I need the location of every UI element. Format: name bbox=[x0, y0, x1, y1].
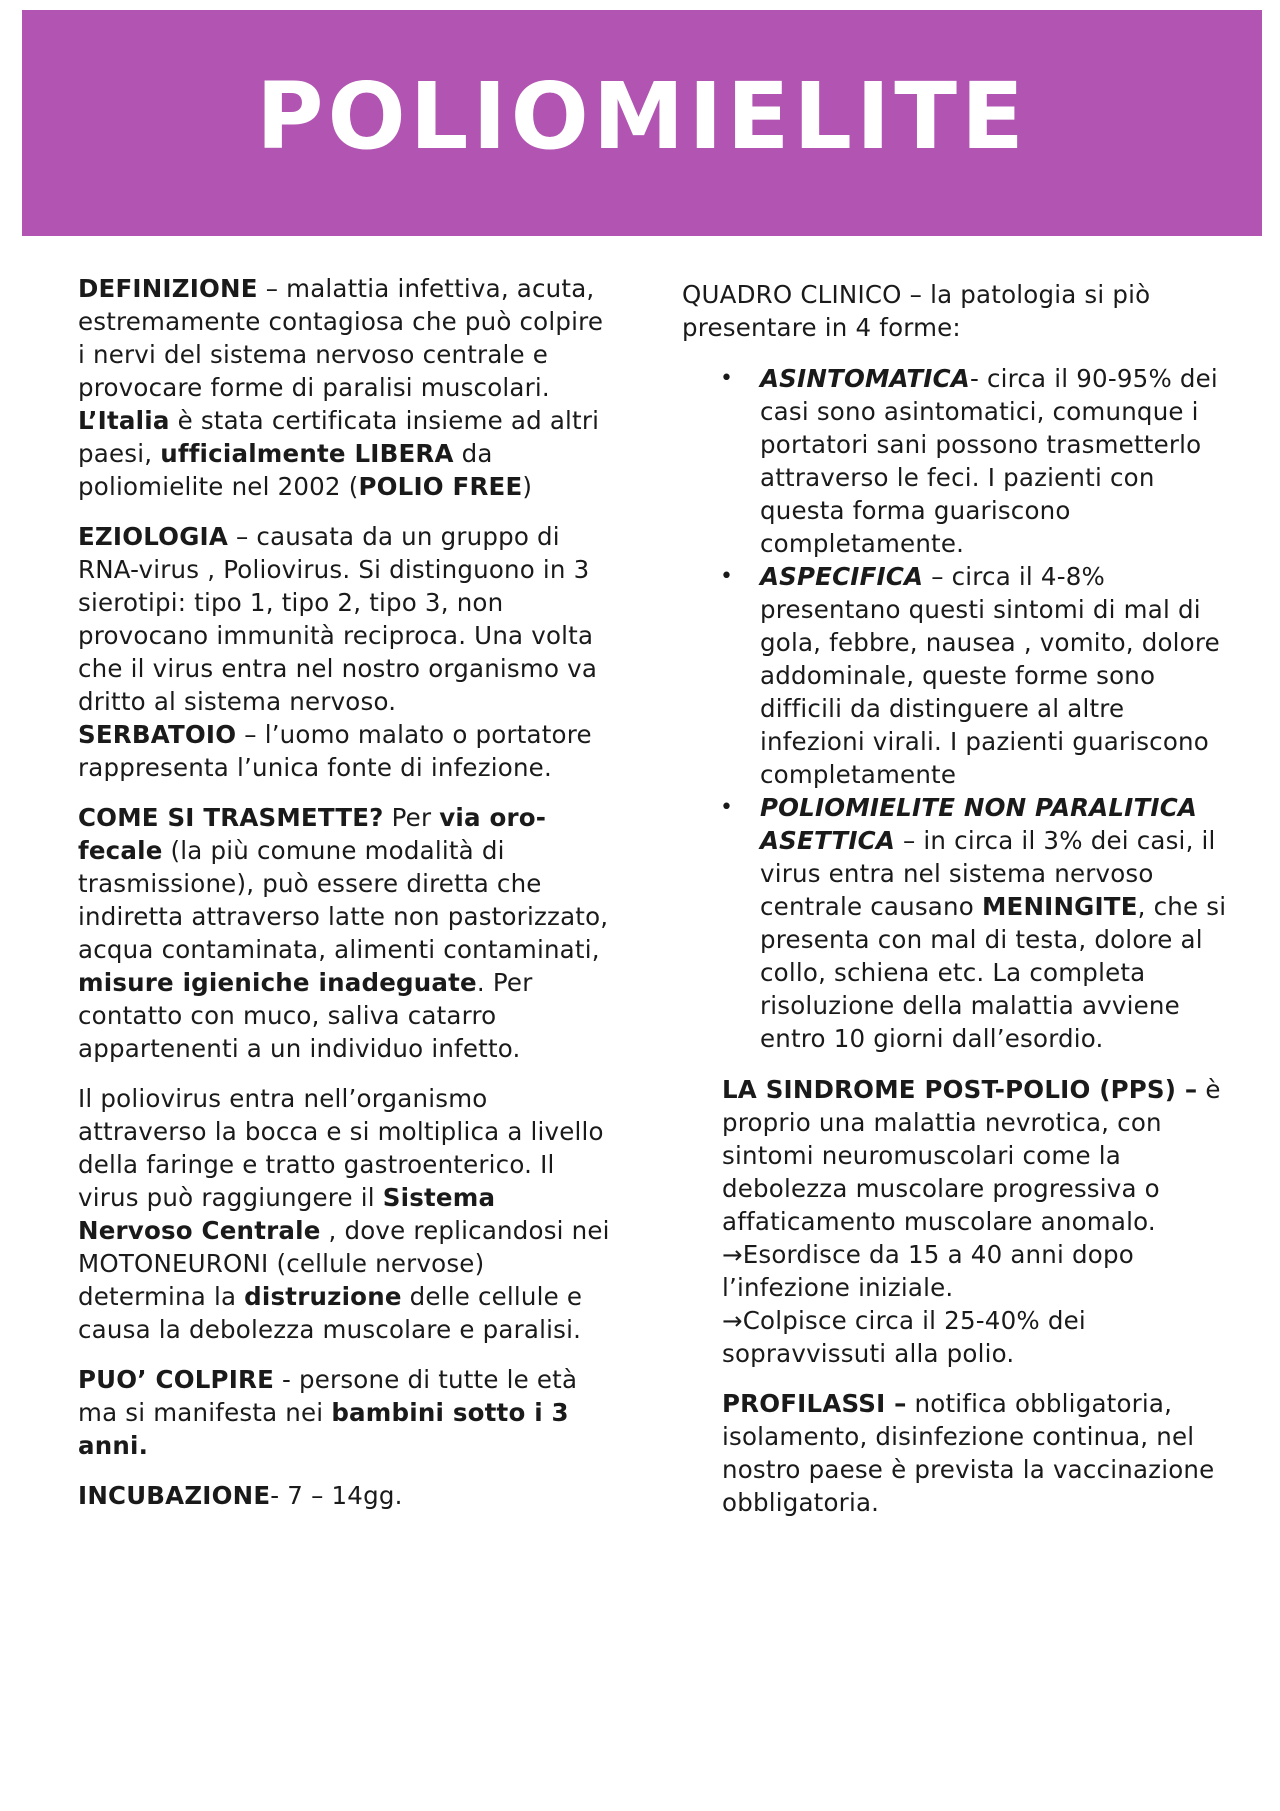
patogenesi-text-3: delle cellule e causa la debolezza muscolare e paralisi. bbox=[78, 1282, 583, 1344]
profilassi-text: notifica obbligatoria, isolamento, disinfezione continua, nel nostro paese è prevista la vaccinazione obbligatoria. bbox=[722, 1389, 1215, 1517]
patogenesi-text: Il poliovirus entra nell’organismo attraverso la bocca e si moltiplica a livello della faringe e tratto gastroenterico. Il virus può raggiungere il bbox=[78, 1084, 604, 1212]
list-item bbox=[720, 362, 1230, 560]
colpire-text: - persone di tutte le età ma si manifesta nei bbox=[78, 1365, 578, 1427]
aspecifica-label: ASPECIFICA bbox=[760, 562, 924, 591]
eziologia-paragraph bbox=[78, 520, 618, 718]
trasmissione-text-3: . Per contatto con muco, saliva catarro appartenenti a un individuo infetto. bbox=[78, 968, 533, 1063]
definizione-paragraph bbox=[78, 272, 618, 503]
pps-label: LA SINDROME POST-POLIO (PPS) – bbox=[722, 1075, 1198, 1104]
polio-free-bold: POLIO FREE bbox=[358, 472, 523, 501]
distruzione-bold: distruzione bbox=[244, 1282, 402, 1311]
pps-esordio: →Esordisce da 15 a 40 anni dopo l’infezione iniziale. bbox=[722, 1240, 1134, 1302]
patogenesi-paragraph bbox=[78, 1082, 618, 1346]
bambini-bold: bambini sotto i 3 anni. bbox=[78, 1398, 569, 1460]
trasmissione-label: COME SI TRASMETTE? bbox=[78, 803, 384, 832]
quadro-clinico-paragraph: QUADRO CLINICO – la patologia si piò presentare in 4 forme: bbox=[682, 280, 1151, 342]
incubazione-text: - 7 – 14gg. bbox=[270, 1481, 403, 1510]
eziologia-text: – causata da un gruppo di RNA-virus , Poliovirus. Si distinguono in 3 sierotipi: tipo 1, tipo 2, tipo 3, non provocano immunità reciproca. Una volta che il virus entra nel nostro organismo va dritto al sistema nervoso. bbox=[78, 522, 598, 716]
trasmissione-text: Per bbox=[383, 803, 440, 832]
definizione-text-2: è stata certificata insieme ad altri paesi, bbox=[78, 406, 600, 468]
forms-list bbox=[682, 362, 1230, 1055]
eziologia-label: EZIOLOGIA bbox=[78, 522, 228, 551]
bullet-icon: • bbox=[720, 564, 734, 589]
right-column bbox=[682, 278, 1230, 1536]
aspecifica-text: – circa il 4-8% presentano questi sintomi di mal di gola, febbre, nausea , vomito, dolore addominale, queste forme sono difficili da distinguere al altre infezioni virali. I pazienti guariscono completamente bbox=[760, 562, 1220, 789]
non-paralitica-text: – in circa il 3% dei casi, il virus entra nel sistema nervoso centrale causano bbox=[760, 826, 1216, 921]
pps-paragraph bbox=[722, 1073, 1230, 1370]
trasmissione-text-2: (la più comune modalità di trasmissione), può essere diretta che indiretta attraverso latte non pastorizzato, acqua contaminata, alimenti contaminati, bbox=[78, 836, 609, 964]
misure-igieniche-bold: misure igieniche inadeguate bbox=[78, 968, 477, 997]
profilassi-label: PROFILASSI – bbox=[722, 1389, 907, 1418]
patogenesi-text-2: , dove replicandosi nei MOTONEURONI (cellule nervose) determina la bbox=[78, 1216, 610, 1311]
pps-colpisce: →Colpisce circa il 25-40% dei sopravvissuti alla polio. bbox=[722, 1306, 1086, 1368]
pps-text: è proprio una malattia nevrotica, con sintomi neuromuscolari come la debolezza muscolare progressiva o affaticamento muscolare anomalo. bbox=[722, 1075, 1221, 1236]
left-column bbox=[78, 272, 618, 1529]
definizione-text-4: ) bbox=[522, 472, 533, 501]
oro-fecale-bold: via oro-fecale bbox=[78, 803, 547, 865]
colpire-label: PUO’ COLPIRE bbox=[78, 1365, 275, 1394]
libera-bold: ufficialmente LIBERA bbox=[160, 439, 454, 468]
profilassi-paragraph bbox=[722, 1387, 1230, 1519]
definizione-text-3: da poliomielite nel 2002 ( bbox=[78, 439, 493, 501]
italia-bold: L’Italia bbox=[78, 406, 170, 435]
definizione-label: DEFINIZIONE bbox=[78, 274, 258, 303]
colpire-paragraph bbox=[78, 1363, 618, 1462]
trasmissione-paragraph bbox=[78, 801, 618, 1065]
serbatoio-paragraph bbox=[78, 718, 618, 784]
asintomatica-text: - circa il 90-95% dei casi sono asintomatici, comunque i portatori sani possono trasmetterlo attraverso le feci. I pazienti con questa forma guariscono completamente. bbox=[760, 364, 1218, 558]
definizione-text: – malattia infettiva, acuta, estremamente contagiosa che può colpire i nervi del sistema nervoso centrale e provocare forme di paralisi muscolari. bbox=[78, 274, 604, 402]
bullet-icon: • bbox=[720, 795, 734, 820]
incubazione-paragraph bbox=[78, 1479, 618, 1512]
serbatoio-text: – l’uomo malato o portatore rappresenta l’unica fonte di infezione. bbox=[78, 720, 592, 782]
page-title: POLIOMIELITE bbox=[256, 62, 1028, 170]
asintomatica-label: ASINTOMATICA bbox=[760, 364, 970, 393]
bullet-icon: • bbox=[720, 366, 734, 391]
list-item bbox=[720, 560, 1230, 791]
serbatoio-label: SERBATOIO bbox=[78, 720, 237, 749]
non-paralitica-text-2: , che si presenta con mal di testa, dolore al collo, schiena etc. La completa risoluzione della malattia avviene entro 10 giorni dall’esordio. bbox=[760, 892, 1227, 1053]
list-item bbox=[720, 791, 1230, 1055]
non-paralitica-label: POLIOMIELITE NON PARALITICA ASETTICA bbox=[760, 793, 1198, 855]
meningite-bold: MENINGITE bbox=[981, 892, 1138, 921]
snc-bold: Sistema Nervoso Centrale bbox=[78, 1183, 496, 1245]
post-polio-section bbox=[682, 1073, 1230, 1519]
incubazione-label: INCUBAZIONE bbox=[78, 1481, 271, 1510]
title-banner bbox=[22, 10, 1262, 236]
